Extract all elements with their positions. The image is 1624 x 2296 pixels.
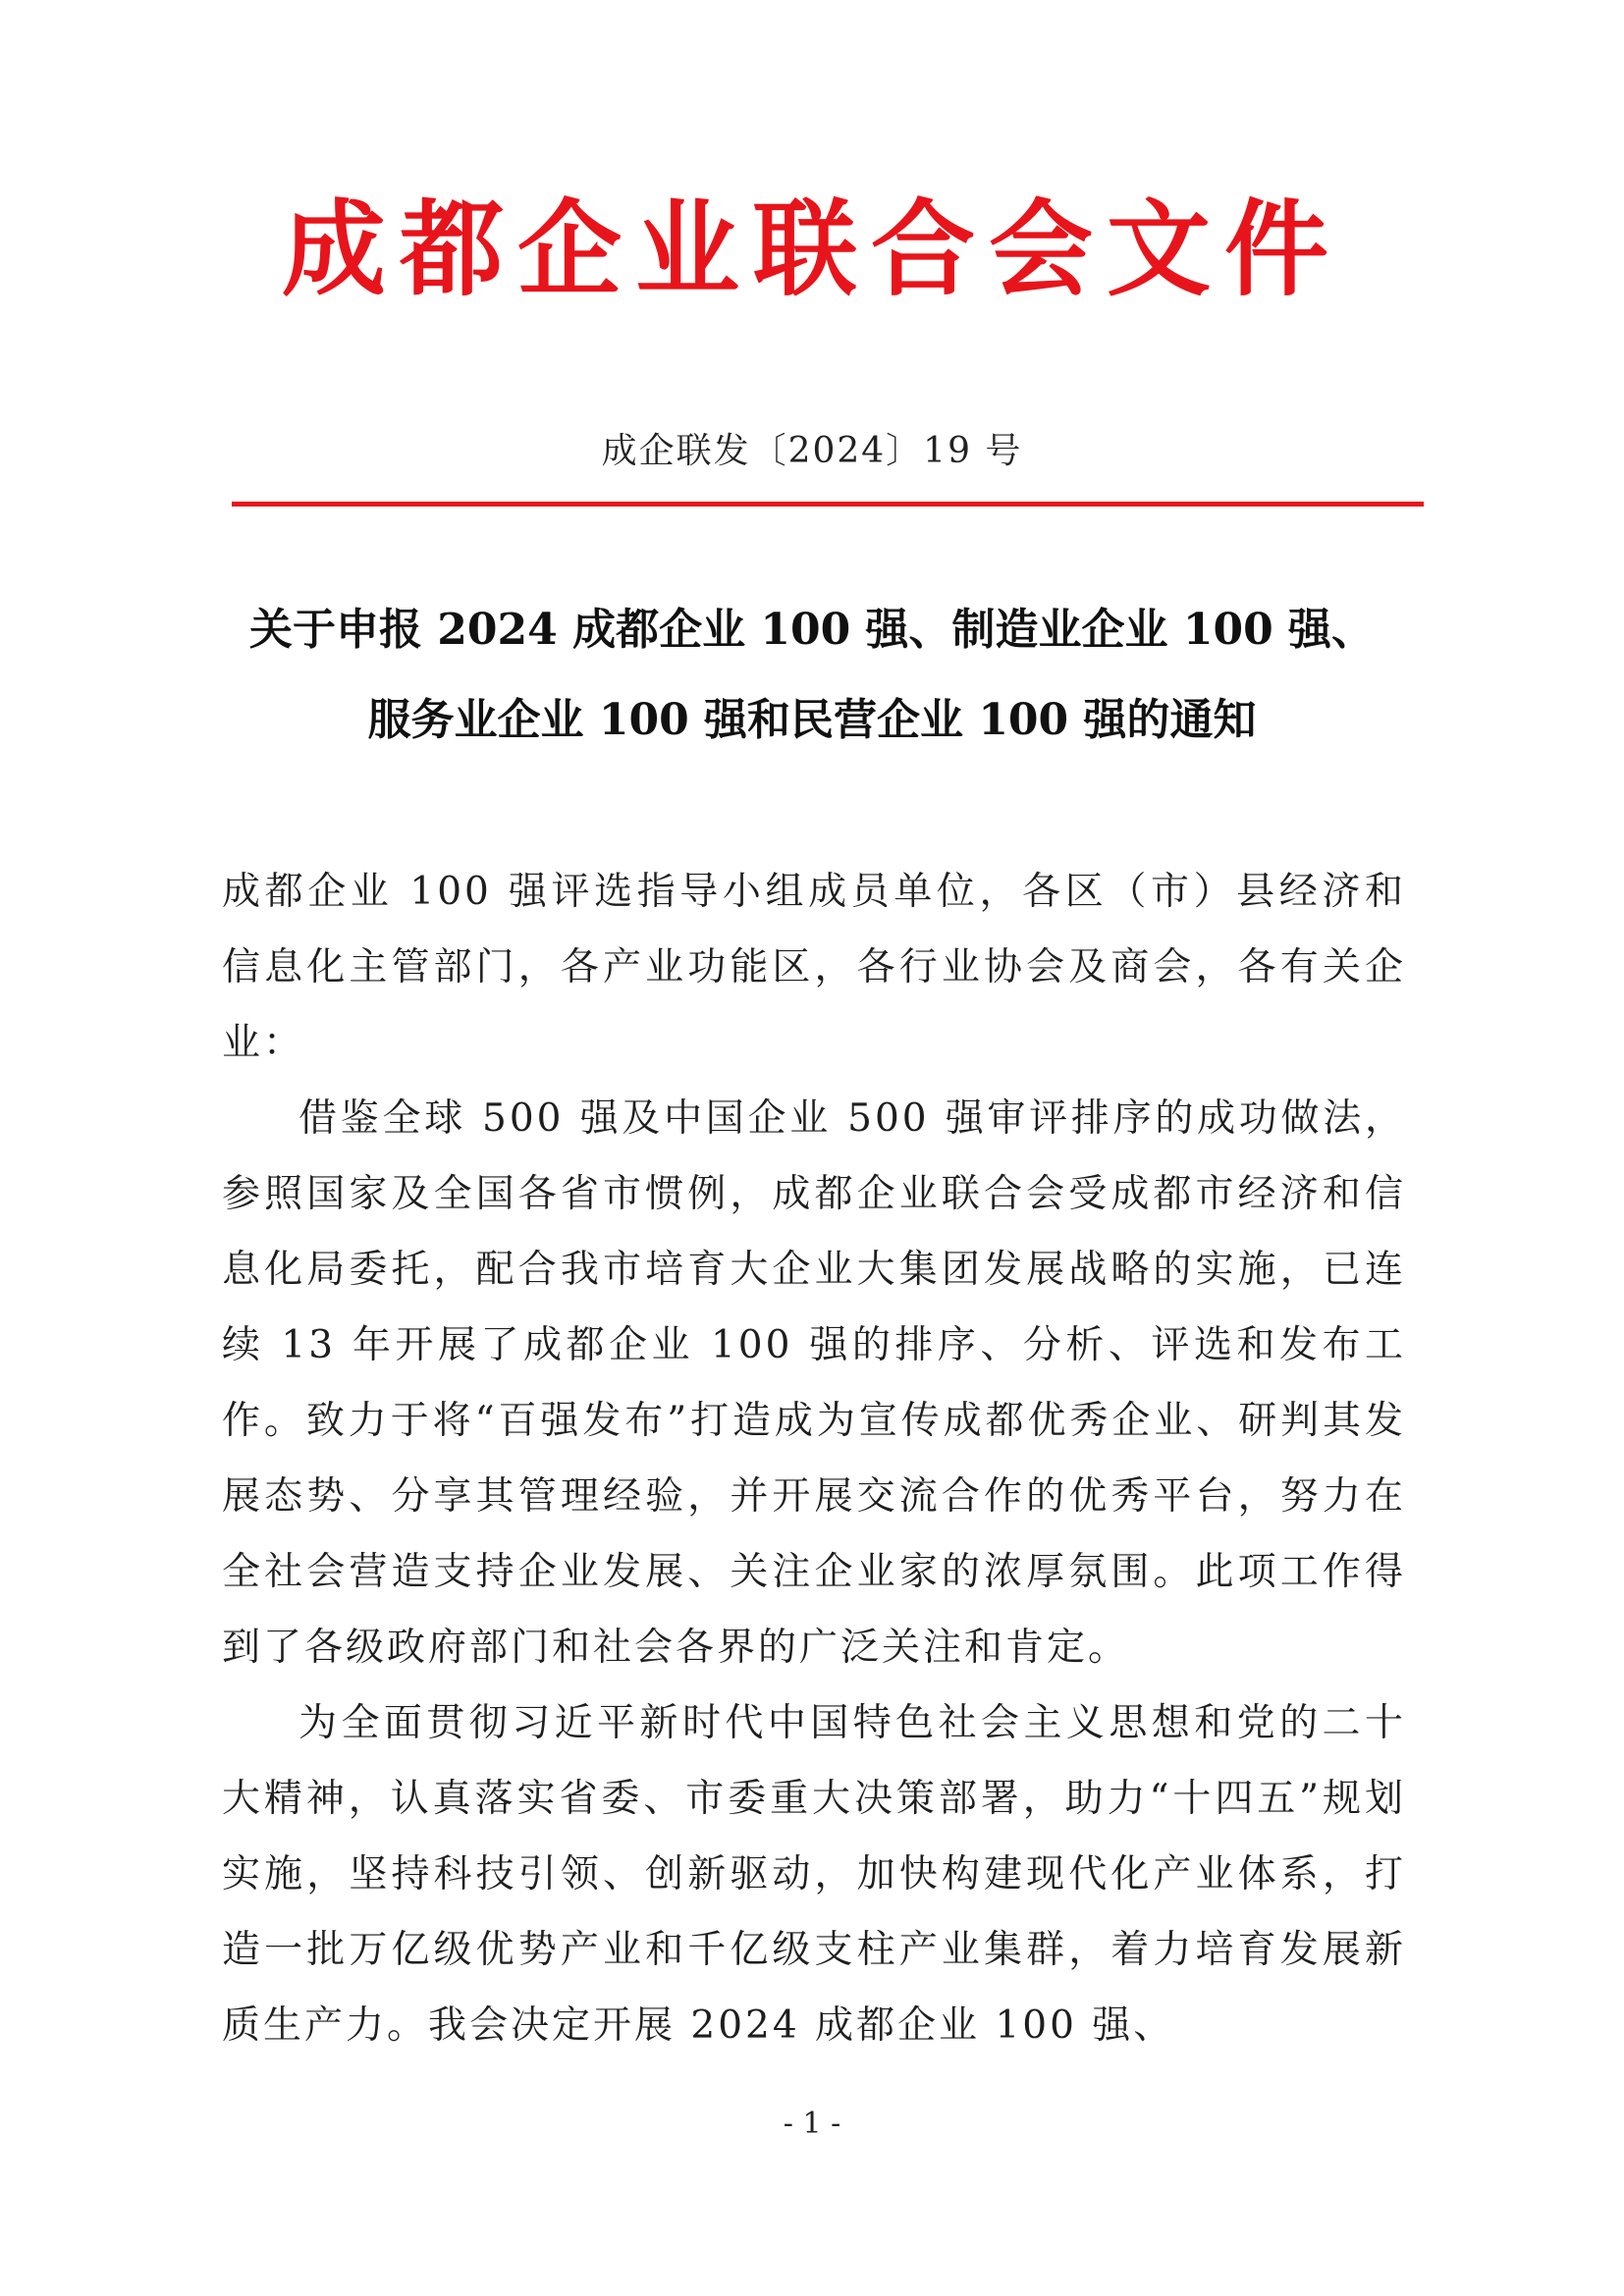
document-number: 成企联发〔2024〕19 号	[601, 431, 1023, 471]
page-number: - 1 -	[783, 2107, 841, 2141]
notice-title-line-1: 关于申报 2024 成都企业 100 强、制造业企业 100 强、	[248, 605, 1376, 655]
salutation: 成都企业 100 强评选指导小组成员单位，各区（市）县经济和信息化主管部门，各产业功能区，各行业协会及商会，各有关企业：	[222, 870, 1406, 1065]
document-header-title: 成都企业联合会文件	[282, 189, 1342, 310]
body-paragraph-2: 为全面贯彻习近平新时代中国特色社会主义思想和党的二十大精神，认真落实省委、市委重大决策部署，助力“十四五”规划实施，坚持科技引领、创新驱动，加快构建现代化产业体系，打造一批万亿级优势产业和千亿级支柱产业集群，着力培育发展新质生产力。我会决定开展 2024 成都企业 100 强、	[222, 1701, 1406, 2048]
header-divider	[232, 502, 1424, 507]
notice-title	[137, 585, 1487, 766]
body-paragraph-1: 借鉴全球 500 强及中国企业 500 强审评排序的成功做法，参照国家及全国各省市惯例，成都企业联合会受成都市经济和信息化局委托，配合我市培育大企业大集团发展战略的实施，已连续 13 年开展了成都企业 100 强的排序、分析、评选和发布工作。致力于将“百强发布”打造成为宣传成都优秀企业、研判其发展态势、分享其管理经验，并开展交流合作的优秀平台，努力在全社会营造支持企业发展、关注企业家的浓厚氛围。此项工作得到了各级政府部门和社会各界的广泛关注和肯定。	[222, 1096, 1406, 1670]
notice-title-line-2: 服务业企业 100 强和民营企业 100 强的通知	[367, 695, 1257, 745]
document-body	[222, 854, 1406, 2063]
